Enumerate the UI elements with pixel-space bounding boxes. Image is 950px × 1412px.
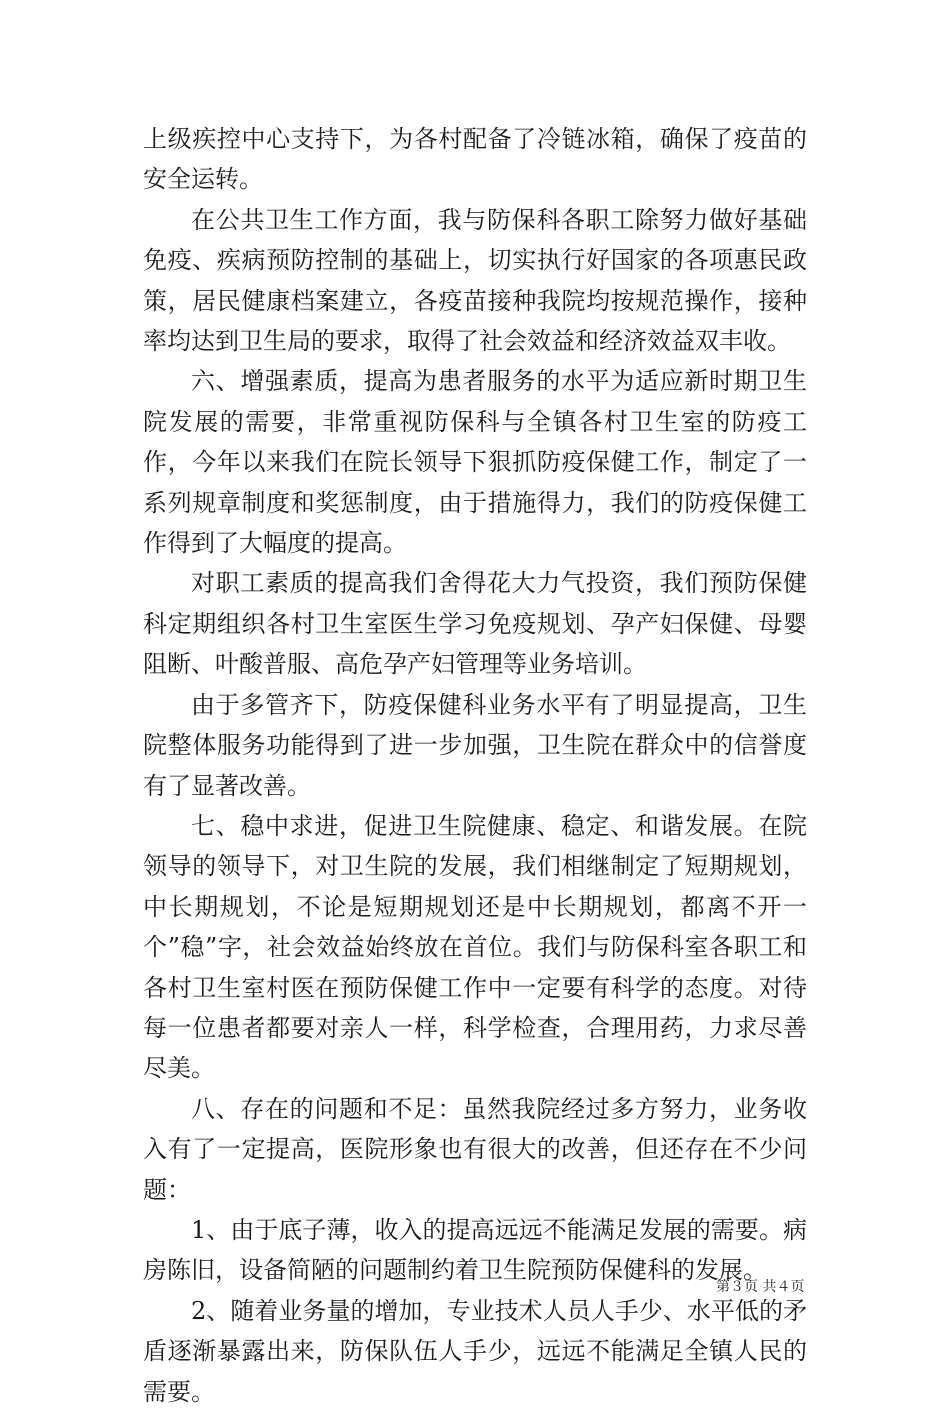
document-body xyxy=(143,119,807,1412)
paragraph-issue-one: 1、由于底子薄，收入的提高远远不能满足发展的需要。病房陈旧，设备简陋的问题制约着卫生院预防保健科的发展。 xyxy=(143,1215,807,1285)
paragraph-section-eight: 八、存在的问题和不足：虽然我院经过多方努力，业务收入有了一定提高，医院形象也有很大的改善，但还存在不少问题： xyxy=(143,1094,807,1204)
paragraph-improvement: 由于多管齐下，防疫保健科业务水平有了明显提高，卫生院整体服务功能得到了进一步加强，卫生院在群众中的信誉度有了显著改善。 xyxy=(143,690,807,800)
page-number-footer: 第３页 共４页 xyxy=(716,1279,805,1295)
paragraph-section-six: 六、增强素质，提高为患者服务的水平为适应新时期卫生院发展的需要，非常重视防保科与全镇各村卫生室的防疫工作，今年以来我们在院长领导下狠抓防疫保健工作，制定了一系列规章制度和奖惩制度，由于措施得力，我们的防疫保健工作得到了大幅度的提高。 xyxy=(143,367,807,558)
paragraph-section-seven: 七、稳中求进，促进卫生院健康、稳定、和谐发展。在院领导的领导下，对卫生院的发展，我们相继制定了短期规划，中长期规划，不论是短期规划还是中长期规划，都离不开一个”稳”字，社会效益始终放在首位。我们与防保科室各职工和各村卫生室村医在预防保健工作中一定要有科学的态度。对待每一位患者都要对亲人一样，科学检查，合理用药，力求尽善尽美。 xyxy=(143,811,807,1083)
paragraph-continuation: 上级疾控中心支持下，为各村配备了冷链冰箱，确保了疫苗的安全运转。 xyxy=(143,125,807,194)
paragraph-staff-training: 对职工素质的提高我们舍得花大力气投资，我们预防保健科定期组织各村卫生室医生学习免疫规划、孕产妇保健、母婴阻断、叶酸普服、高危孕产妇管理等业务培训。 xyxy=(143,569,807,679)
paragraph-public-health: 在公共卫生工作方面，我与防保科各职工除努力做好基础免疫、疾病预防控制的基础上，切实执行好国家的各项惠民政策，居民健康档案建立，各疫苗接种我院均按规范操作，接种率均达到卫生局的要求，取得了社会效益和经济效益双丰收。 xyxy=(143,205,807,356)
paragraph-issue-two: 2、随着业务量的增加，专业技术人员人手少、水平低的矛盾逐渐暴露出来，防保队伍人手少，远远不能满足全镇人民的需要。 xyxy=(143,1296,807,1406)
